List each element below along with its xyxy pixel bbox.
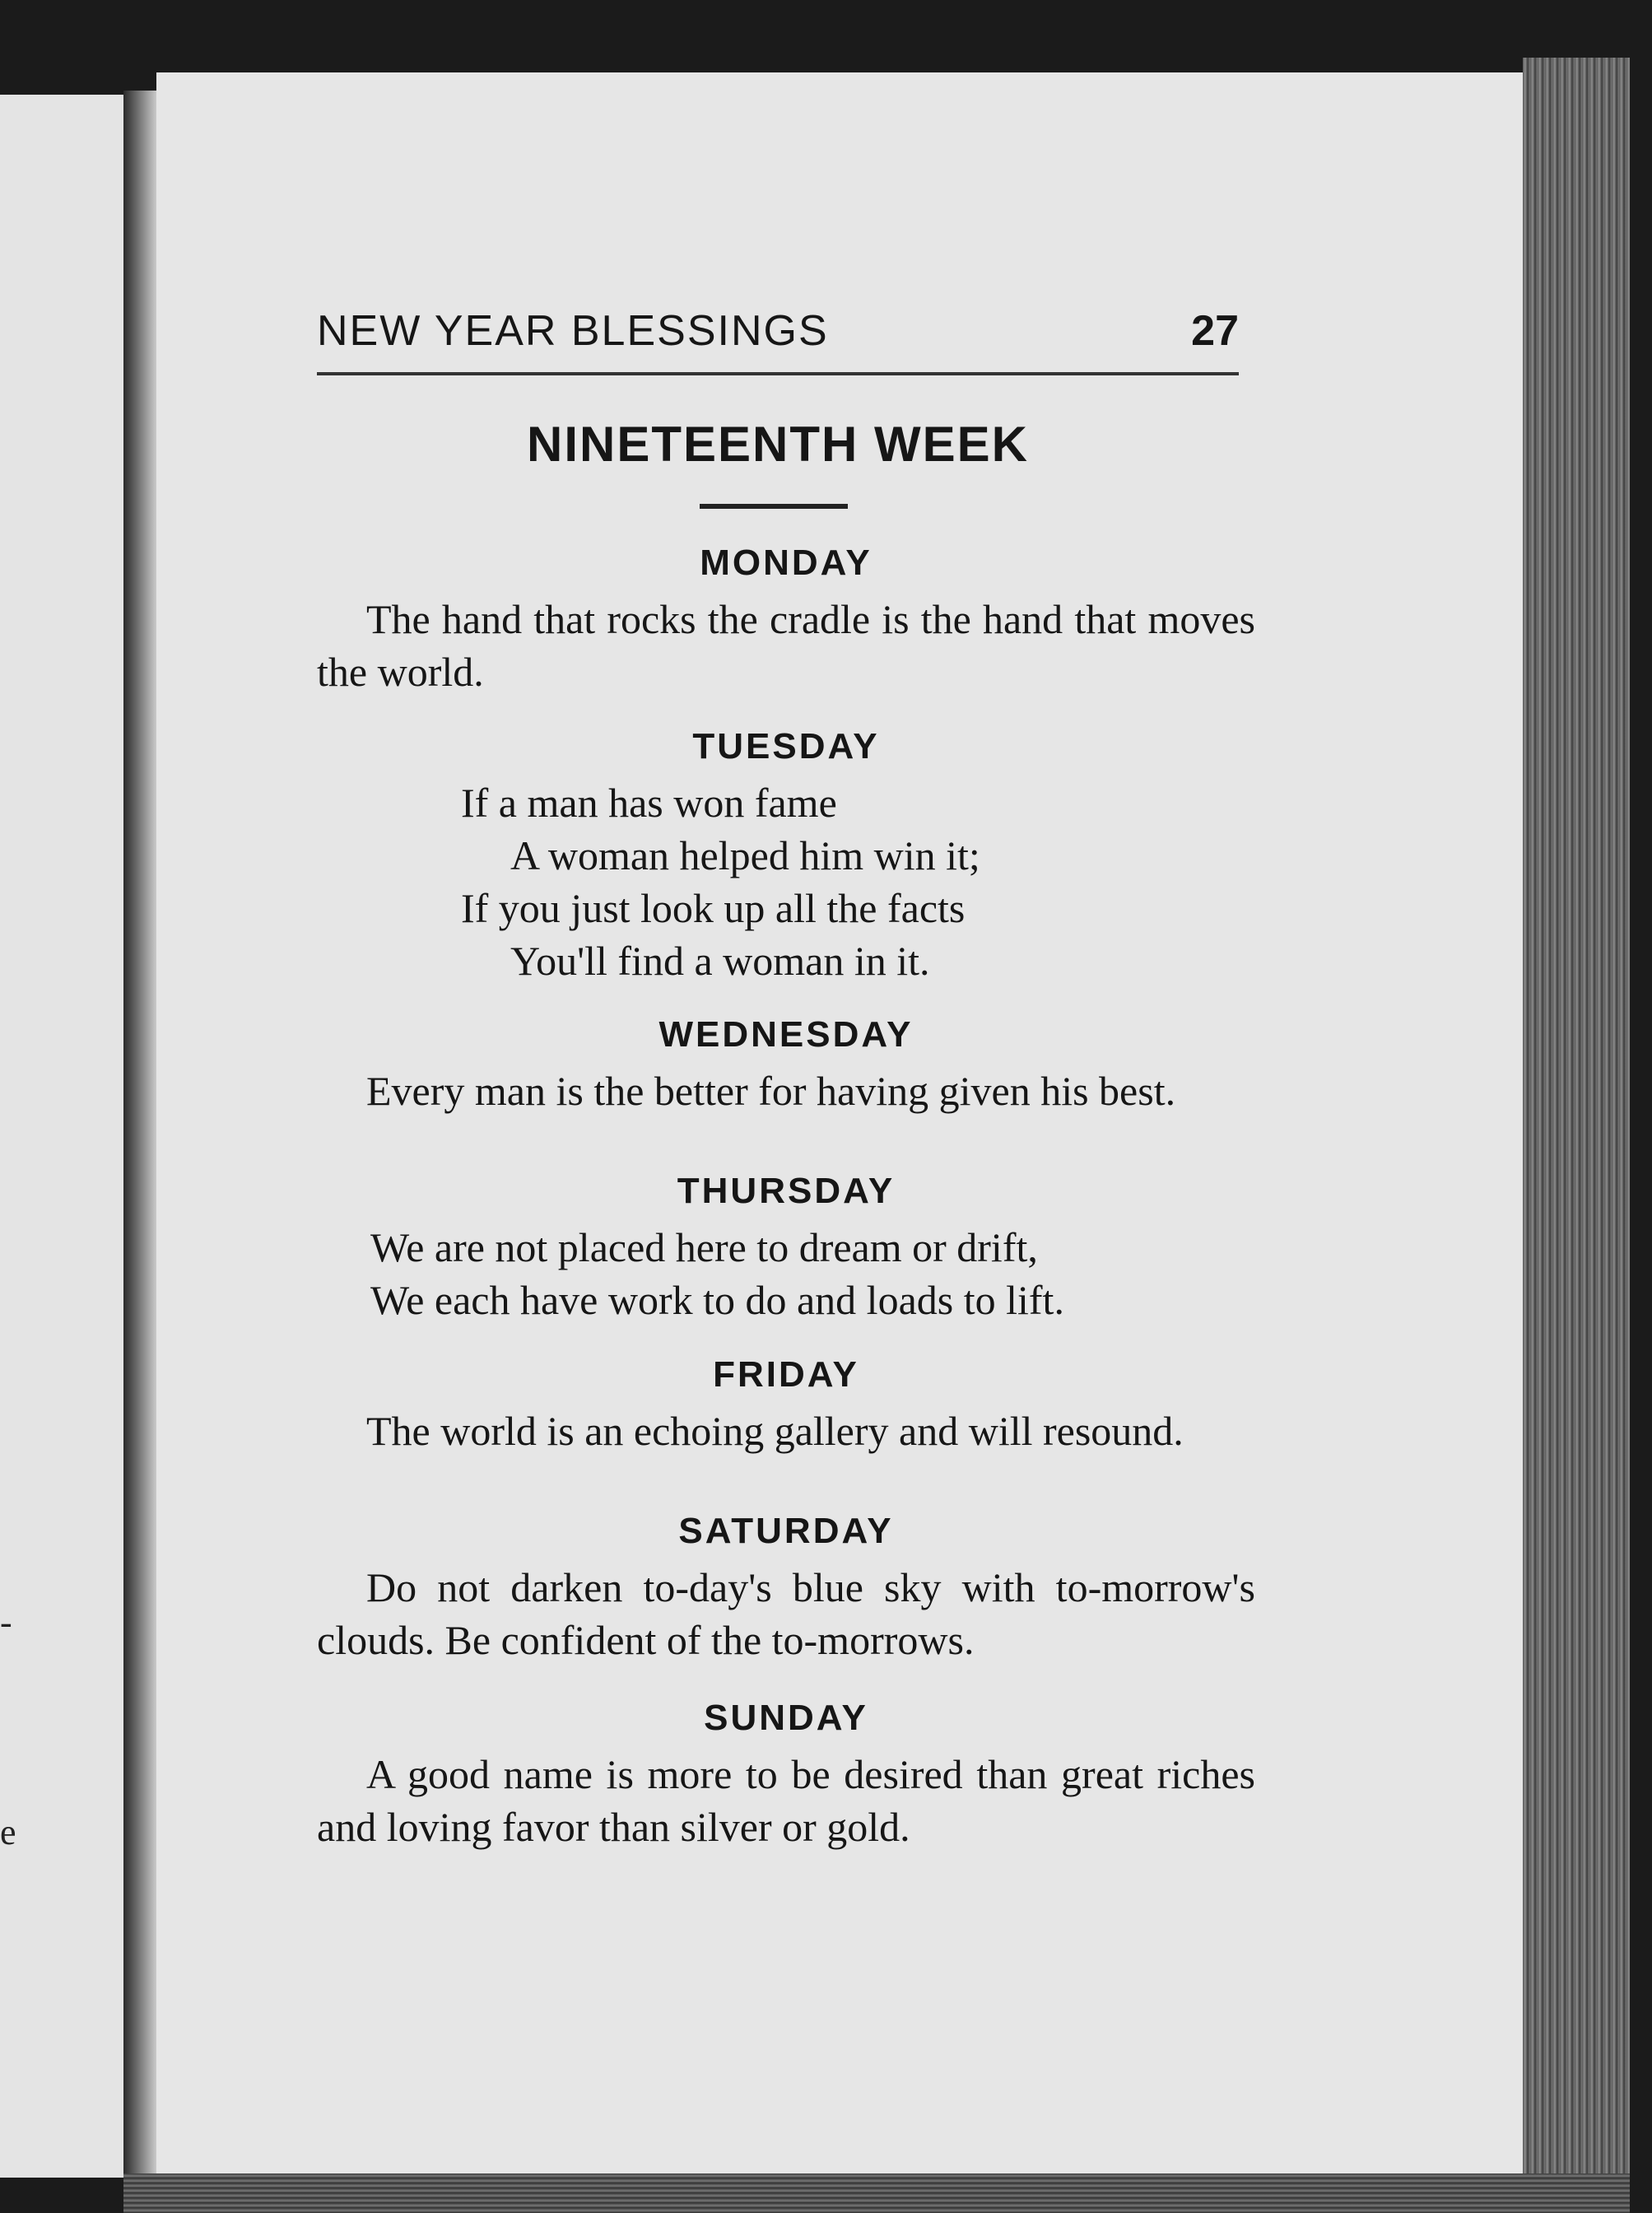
verse-line: A woman helped him win it; [510,832,980,878]
book-edge [1523,58,1630,2190]
verse-line: If a man has won fame [461,780,837,826]
left-facing-page [0,95,123,2178]
verse-line: We are not placed here to dream or drift, [370,1224,1038,1270]
day-entry-wednesday [317,1009,1255,1117]
day-heading: WEDNESDAY [658,1014,914,1055]
verse-line: If you just look up all the facts [461,885,966,931]
day-heading: SUNDAY [704,1698,868,1738]
day-entry-monday [317,537,1255,698]
left-page-mark: - [0,1602,12,1642]
day-text: The world is an echoing gallery and will resound. [366,1408,1184,1454]
day-verse [317,1221,1255,1326]
day-verse [317,776,1255,987]
day-heading: THURSDAY [677,1171,896,1211]
day-entry-tuesday [317,720,1255,987]
book-page [156,72,1523,2180]
day-text: The hand that rocks the cradle is the hand that moves the world. [317,596,1255,695]
day-text: A good name is more to be desired than great riches and loving favor than silver or gold. [317,1751,1255,1850]
running-head [317,306,1239,375]
book-gutter [123,91,156,2198]
day-entry-sunday [317,1692,1255,1853]
day-heading: SATURDAY [678,1511,894,1551]
verse-line: We each have work to do and loads to lift. [370,1277,1064,1323]
day-entry-saturday [317,1505,1255,1666]
book-bottom-edge [123,2173,1630,2213]
day-text: Every man is the better for having given his best. [366,1068,1176,1114]
verse-line: You'll find a woman in it. [510,938,930,984]
page-number: 27 [1191,307,1239,355]
day-heading: FRIDAY [713,1354,859,1395]
day-text: Do not darken to-day's blue sky with to-morrow's clouds. Be confident of the to-morrows. [317,1564,1255,1663]
day-heading: TUESDAY [692,726,880,766]
running-title: NEW YEAR BLESSINGS [317,307,829,355]
day-entry-friday [317,1349,1255,1457]
day-heading: MONDAY [700,543,873,583]
left-page-mark: e [0,1812,16,1852]
week-title: NINETEENTH WEEK [526,417,1030,472]
title-rule [700,504,848,509]
day-entry-thursday [317,1165,1255,1326]
